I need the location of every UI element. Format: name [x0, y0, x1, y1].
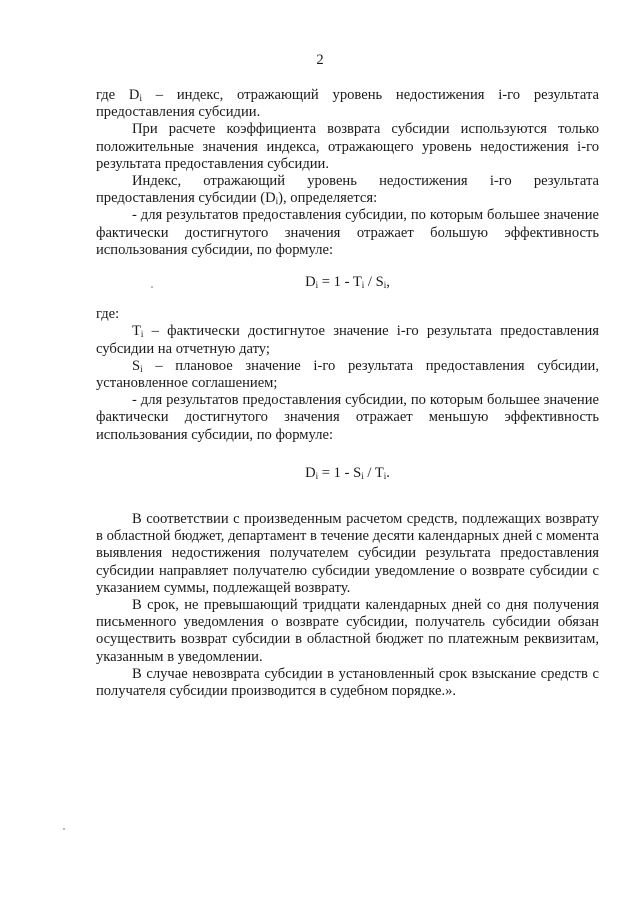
paragraph-index-determination: Индекс, отражающий уровень недостижения i-го результата предоставления субсидии $(D_i)$, определяется: — [96, 173, 599, 207]
paragraph-d-index-definition: где $D_i$ – индекс, отражающий уровень недостижения i-го результата предоставления субсидии. — [96, 87, 599, 121]
page-number: 2 — [316, 52, 324, 68]
paragraph-refund-notification: В соответствии с произведенным расчетом средств, подлежащих возврату в областной бюджет, департамент в течение десяти календарных дней с момента выявления недостижения получателем субсидии результата предоставления субсидии направляет получателю субсидии уведомление о возврате субсидии с указанием суммы, подлежащей возврату. — [96, 511, 599, 596]
paragraph-refund-deadline: В срок, не превышающий тридцати календарных дней со дня получения письменного уведомления о возврате субсидии, получатель субсидии обязан осуществить возврат субсидии в областной бюджет по платежным реквизитам, указанным в уведомлении. — [96, 597, 599, 665]
formula-1: $D_i = 1 - T_i / S_i$, — [305, 274, 390, 291]
paragraph-s-definition: $S_i$ – плановое значение i-го результата предоставления субсидии, установленное соглашением; — [96, 357, 599, 392]
paragraph-judicial-recovery: В случае невозврата субсидии в установленный срок взыскание средств с получателя субсидии производится в судебном порядке.». — [96, 665, 599, 700]
paragraph-case-greater-efficiency: - для результатов предоставления субсидии, по которым большее значение фактически достигнутого значения отражает большую эффективность использования субсидии, по формуле: — [96, 207, 599, 258]
where-label: где: — [96, 306, 120, 323]
paragraph-t-definition: $T_i$ – фактически достигнутое значение i-го результата предоставления субсидии на отчетную дату; — [96, 323, 599, 357]
paragraph-case-lesser-efficiency: - для результатов предоставления субсидии, по которым большее значение фактически достигнутого значения отражает меньшую эффективность использования субсидии, по формуле: — [96, 392, 599, 443]
document-body — [96, 87, 599, 700]
paragraph-positive-values: При расчете коэффициента возврата субсидии используются только положительные значения индекса, отражающего уровень недостижения i-го результата предоставления субсидии. — [96, 121, 599, 172]
scan-speck — [63, 828, 65, 830]
scan-speck — [151, 286, 153, 288]
formula-2: $D_i = 1 - S_i / T_i$. — [305, 464, 390, 481]
